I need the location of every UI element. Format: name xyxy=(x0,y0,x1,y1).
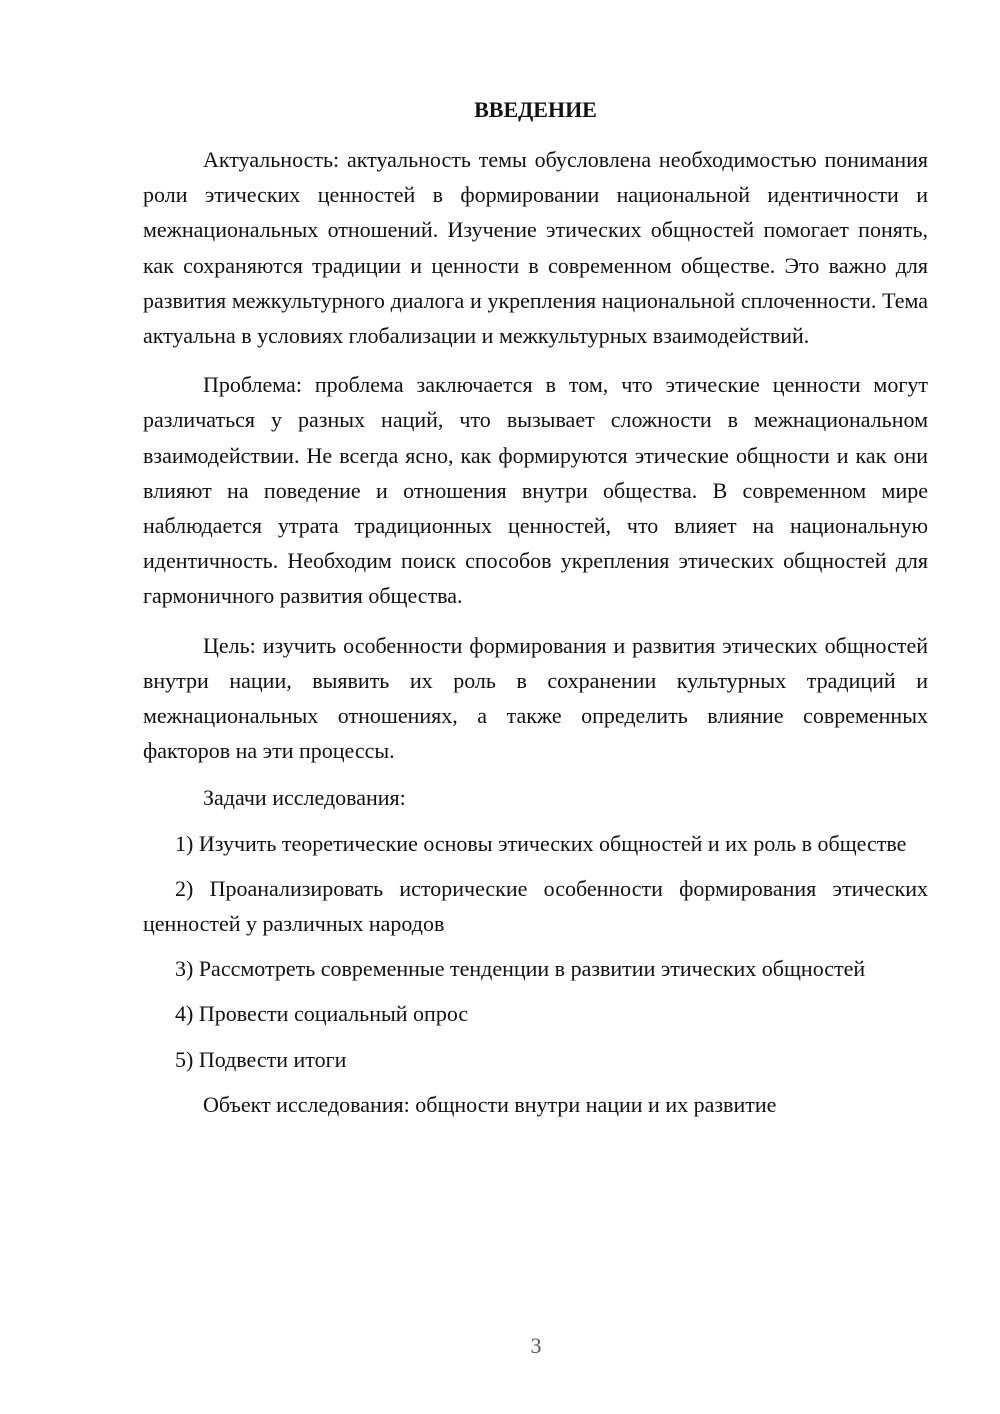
page-number: 3 xyxy=(530,1333,542,1358)
goal-paragraph: Цель: изучить особенности формирования и развития этических общностей внутри нации, выявить их роль в сохранении культурных традиций и межнациональных отношениях, а также определить влияние современных факторов на эти процессы. xyxy=(143,632,928,764)
object-paragraph: Объект исследования: общности внутри нации и их развитие xyxy=(203,1091,777,1117)
problem-paragraph: Проблема: проблема заключается в том, что этические ценности могут различаться у разных наций, что вызывает сложности в межнациональном взаимодействии. Не всегда ясно, как формируются этические общности и как они влияют на поведение и отношения внутри общества. В современном мире наблюдается утрата традиционных ценностей, что влияет на национальную идентичность. Необходим поиск способов укрепления этических общностей для гармоничного развития общества. xyxy=(143,372,928,609)
section-heading: ВВЕДЕНИЕ xyxy=(474,97,597,122)
page-content xyxy=(143,96,928,1122)
relevance-paragraph: Актуальность: актуальность темы обусловлена необходимостью понимания роли этических ценностей в формировании национальной идентичности и межнациональных отношений. Изучение этических общностей помогает понять, как сохраняются традиции и ценности в современном обществе. Это важно для развития межкультурного диалога и укрепления национальной сплоченности. Тема актуальна в условиях глобализации и межкультурных взаимодействий. xyxy=(143,147,928,349)
tasks-heading: Задачи исследования: xyxy=(203,785,406,811)
list-item: 1) Изучить теоретические основы этических общностей и их роль в обществе xyxy=(175,830,907,856)
tasks-list xyxy=(143,826,928,1077)
list-item: 5) Подвести итоги xyxy=(175,1046,347,1072)
list-item: 3) Рассмотреть современные тенденции в развитии этических общностей xyxy=(175,956,866,982)
list-item: 2) Проанализировать исторические особенности формирования этических ценностей у различных народов xyxy=(143,875,928,937)
list-item: 4) Провести социальный опрос xyxy=(175,1001,469,1027)
